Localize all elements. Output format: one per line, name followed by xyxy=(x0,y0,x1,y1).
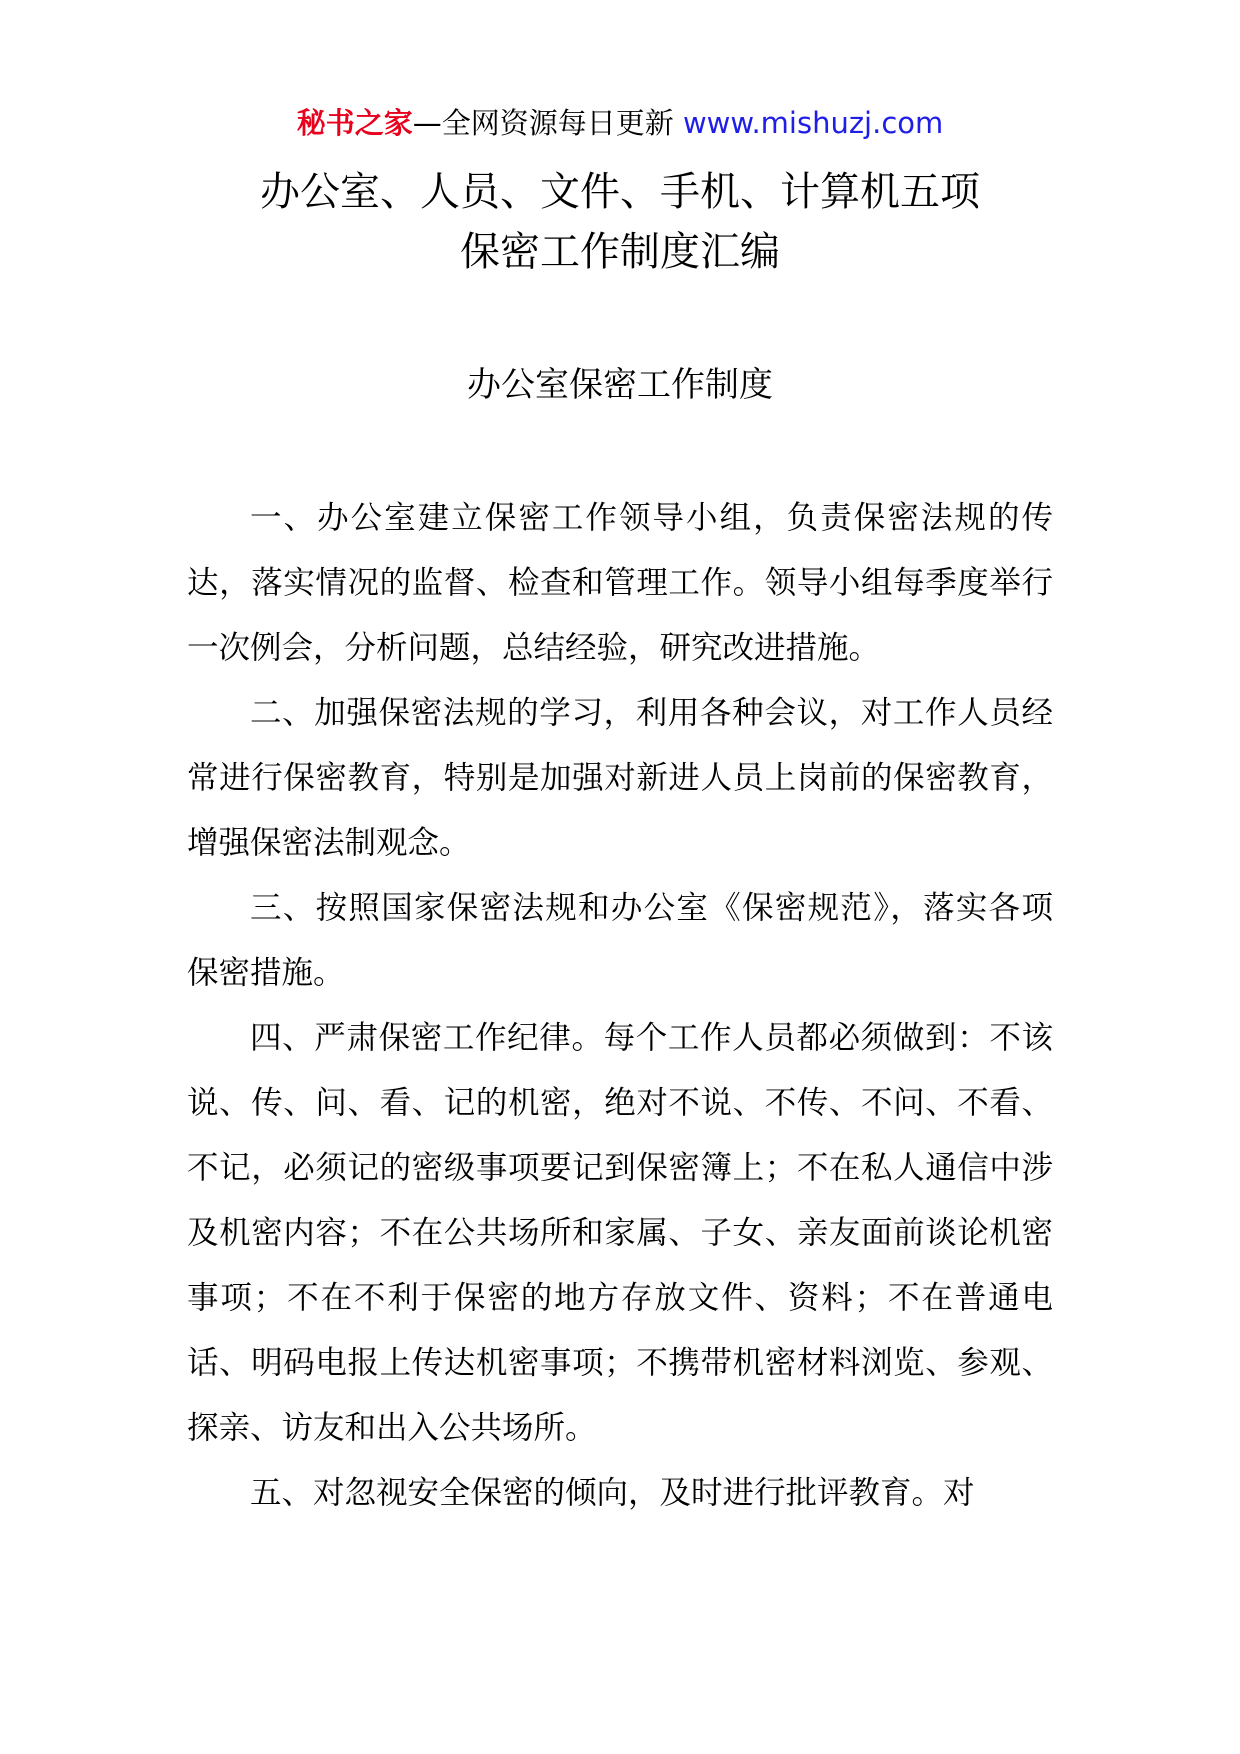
paragraph-1: 一、办公室建立保密工作领导小组，负责保密法规的传达，落实情况的监督、检查和管理工作。领导小组每季度举行一次例会，分析问题，总结经验，研究改进措施。 xyxy=(187,500,1053,666)
brand-name: 秘书之家 xyxy=(296,106,413,140)
document-title-line-1: 办公室、人员、文件、手机、计算机五项 xyxy=(260,169,980,215)
section-title: 办公室保密工作制度 xyxy=(467,365,773,405)
document-title-line-2: 保密工作制度汇编 xyxy=(460,229,780,275)
document-title xyxy=(0,162,1240,282)
paragraph-3: 三、按照国家保密法规和办公室《保密规范》，落实各项保密措施。 xyxy=(187,890,1053,991)
paragraph-2: 二、加强保密法规的学习，利用各种会议，对工作人员经常进行保密教育，特别是加强对新进人员上岗前的保密教育，增强保密法制观念。 xyxy=(187,695,1053,861)
site-header xyxy=(0,100,1240,146)
header-slogan: —全网资源每日更新 xyxy=(412,106,683,140)
site-url[interactable]: www.mishuzj.com xyxy=(682,106,944,140)
document-body xyxy=(187,486,1053,1526)
paragraph-4: 四、严肃保密工作纪律。每个工作人员都必须做到：不该说、传、问、看、记的机密，绝对不说、不传、不问、不看、不记，必须记的密级事项要记到保密簿上；不在私人通信中涉及机密内容；不在公共场所和家属、子女、亲友面前谈论机密事项；不在不利于保密的地方存放文件、资料；不在普通电话、明码电报上传达机密事项；不携带机密材料浏览、参观、探亲、访友和出入公共场所。 xyxy=(187,1020,1053,1446)
paragraph-5: 五、对忽视安全保密的倾向，及时进行批评教育。对 xyxy=(250,1475,975,1511)
